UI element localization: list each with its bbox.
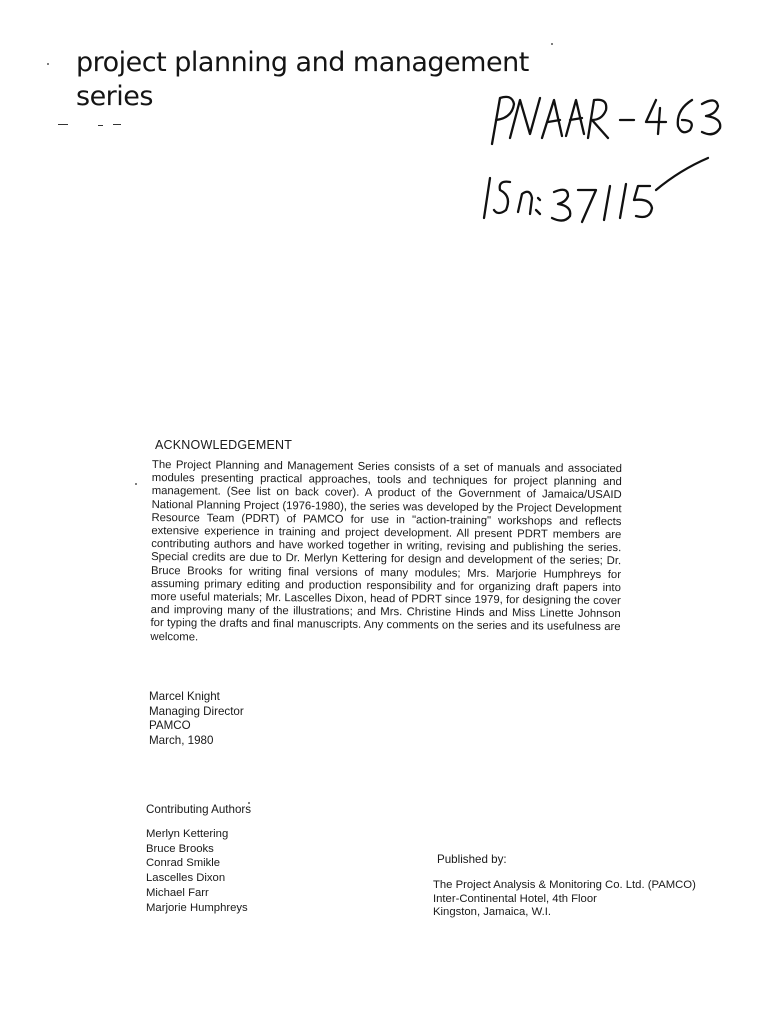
- publisher-address: [433, 879, 696, 920]
- published-by-heading: Published by:: [437, 853, 507, 866]
- handwritten-annotation: [470, 86, 740, 226]
- publisher-name: The Project Analysis & Monitoring Co. Ltd. (PAMCO): [433, 879, 696, 891]
- signature-date: March, 1980: [149, 733, 214, 747]
- contributing-authors-heading: Contributing Authors: [146, 803, 252, 816]
- signatory-name: Marcel Knight: [149, 690, 220, 703]
- scan-speck: [551, 43, 553, 45]
- signatory-organization: PAMCO: [149, 719, 191, 732]
- series-title-line2: series: [76, 81, 153, 112]
- scan-mark: [58, 124, 68, 125]
- contributing-authors-list: [146, 827, 248, 915]
- author-name: Lascelles Dixon: [146, 872, 226, 885]
- author-name: Michael Farr: [146, 886, 209, 899]
- series-title: [76, 46, 529, 114]
- signature-block: [149, 690, 244, 748]
- scan-mark: [98, 125, 103, 126]
- scan-speck: [135, 483, 137, 485]
- acknowledgement-body: The Project Planning and Management Series consists of a set of manuals and associated modules presenting practical approaches, tools and techniques for project planning and management. (See list on back cover). A product of the Government of Jamaica/USAID National Planning Project (1976-1980), the series was developed by the Project Development Resource Team (PDRT) of PAMCO for use in "action-training" workshops and reflects extensive experience in training and project development. All present PDRT members are contributing authors and have worked together in writing, revising and publishing the series. Special credits are due to Dr. Merlyn Kettering for design and development of the series; Dr. Bruce Brooks for writing final versions of many modules; Mrs. Marjorie Humphreys for assuming primary editing and production responsibility and for organizing draft papers into more useful materials; Mr. Lascelles Dixon, head of PDRT since 1979, for designing the cover and improving many of the illustrations; and Mrs. Christine Hinds and Miss Linette Johnson for typing the drafts and final manuscripts. Any comments on the series and its usefulness are welcome.: [150, 459, 622, 644]
- publisher-address-line: Inter-Continental Hotel, 4th Floor: [433, 892, 597, 905]
- signatory-title: Managing Director: [149, 704, 244, 718]
- scan-mark: [113, 124, 121, 125]
- author-name: Conrad Smikle: [146, 857, 221, 870]
- acknowledgement-heading: ACKNOWLEDGEMENT: [155, 438, 293, 452]
- series-title-line1: project planning and management: [76, 47, 529, 78]
- author-name: Merlyn Kettering: [146, 828, 229, 840]
- author-name: Bruce Brooks: [146, 842, 214, 855]
- scan-speck: [47, 63, 49, 65]
- publisher-address-line: Kingston, Jamaica, W.I.: [433, 906, 552, 918]
- author-name: Marjorie Humphreys: [146, 901, 248, 914]
